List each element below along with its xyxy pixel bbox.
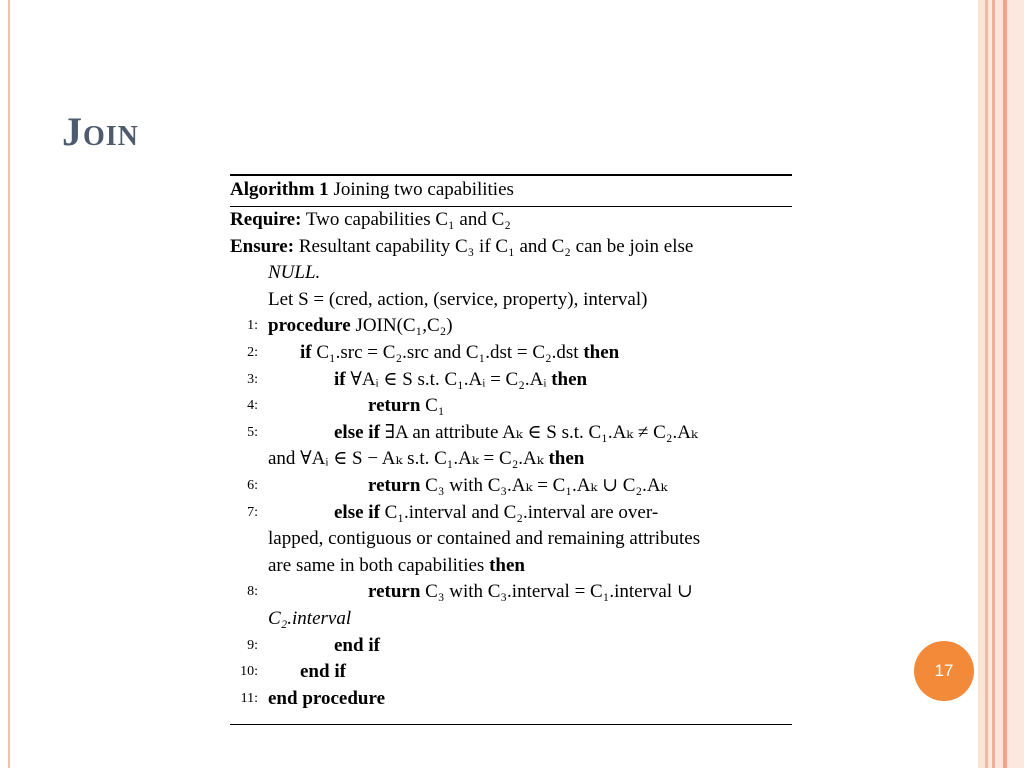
line-number: 2: (247, 344, 258, 360)
line-number: 3: (247, 371, 258, 387)
line-number: 7: (247, 504, 258, 520)
left-border-line (8, 0, 10, 768)
require-text: Two capabilities C₁ and C₂ (305, 209, 511, 230)
line-text: C₁.src = C₂.src and C₁.dst = C₂.dst (316, 341, 579, 363)
line-keyword: end if (300, 661, 346, 683)
line-text: C₁ (425, 395, 445, 417)
line-keyword: if (300, 341, 312, 363)
line-keyword: return (368, 581, 421, 603)
algorithm-line (230, 579, 792, 606)
page-number-badge: 17 (914, 641, 974, 701)
line-number: 11: (240, 690, 258, 706)
ensure-keyword: Ensure: (230, 235, 295, 257)
line-keyword: else if (334, 501, 380, 523)
slide-title: Join (62, 109, 139, 154)
algorithm-line (230, 420, 792, 447)
ensure-text-continued: NULL. (268, 262, 321, 284)
algorithm-line (230, 500, 792, 527)
algorithm-line (230, 633, 792, 660)
ensure-continuation (230, 260, 792, 287)
algorithm-line (230, 473, 792, 500)
right-border-stripe (978, 0, 985, 768)
line-text-continued: lapped, contiguous or contained and remaining attributes (268, 528, 701, 550)
line-number: 1: (247, 318, 258, 334)
algorithm-line-continuation (230, 446, 792, 473)
line-number: 6: (247, 477, 258, 493)
right-border-stripe (995, 0, 1003, 768)
algorithm-line (230, 659, 792, 686)
line-text: C₃ with C₃.interval = C₁.interval ∪ (425, 581, 693, 603)
require-keyword: Require: (230, 209, 302, 230)
require-line (230, 207, 792, 234)
algorithm-label: Algorithm 1 (230, 179, 329, 200)
algorithm-header (230, 174, 792, 207)
line-text: C₃ with C₃.Aₖ = C₁.Aₖ ∪ C₂.Aₖ (425, 474, 668, 496)
line-keyword: if (334, 368, 346, 390)
algorithm-line (230, 393, 792, 420)
algorithm-line (230, 313, 792, 340)
line-number: 5: (247, 424, 258, 440)
line-number: 10: (240, 664, 258, 680)
algorithm-body (230, 207, 792, 725)
line-text-continued: C₂.interval (268, 607, 352, 629)
algorithm-line (230, 367, 792, 394)
line-number: 9: (247, 637, 258, 653)
algorithm-box (230, 174, 792, 725)
line-number: 8: (247, 584, 258, 600)
algorithm-line-continuation (230, 526, 792, 553)
let-line (230, 287, 792, 314)
line-text: JOIN(C₁,C₂) (355, 315, 453, 337)
algorithm-line-continuation (230, 553, 792, 580)
line-text: C₁.interval and C₂.interval are over- (384, 501, 659, 523)
line-text: ∃A an attribute Aₖ ∈ S s.t. C₁.Aₖ ≠ C₂.Aₖ (384, 421, 698, 443)
let-statement: Let S = (cred, action, (service, property), interval) (268, 288, 648, 310)
line-keyword-then: then (548, 448, 585, 470)
line-keyword: return (368, 474, 421, 496)
ensure-text: Resultant capability C₃ if C₁ and C₂ can be join else (298, 235, 694, 257)
line-keyword: else if (334, 421, 380, 443)
line-keyword: end procedure (268, 687, 385, 709)
algorithm-line (230, 340, 792, 367)
ensure-line (230, 234, 792, 261)
line-text: ∀Aᵢ ∈ S s.t. C₁.Aᵢ = C₂.Aᵢ (350, 368, 547, 390)
line-keyword: return (368, 395, 421, 417)
line-text-continued: and ∀Aᵢ ∈ S − Aₖ s.t. C₁.Aₖ = C₂.Aₖ (268, 448, 544, 470)
line-keyword-then: then (583, 341, 620, 363)
line-keyword: end if (334, 634, 380, 656)
algorithm-caption: Joining two capabilities (333, 179, 514, 200)
algorithm-line-continuation (230, 606, 792, 633)
line-keyword-then: then (489, 554, 525, 576)
line-text-continued: are same in both capabilities (268, 554, 485, 576)
line-number: 4: (247, 398, 258, 414)
line-keyword: procedure (268, 315, 351, 337)
line-keyword-then: then (551, 368, 588, 390)
right-border-stripe (1007, 0, 1024, 768)
algorithm-line (230, 686, 792, 713)
